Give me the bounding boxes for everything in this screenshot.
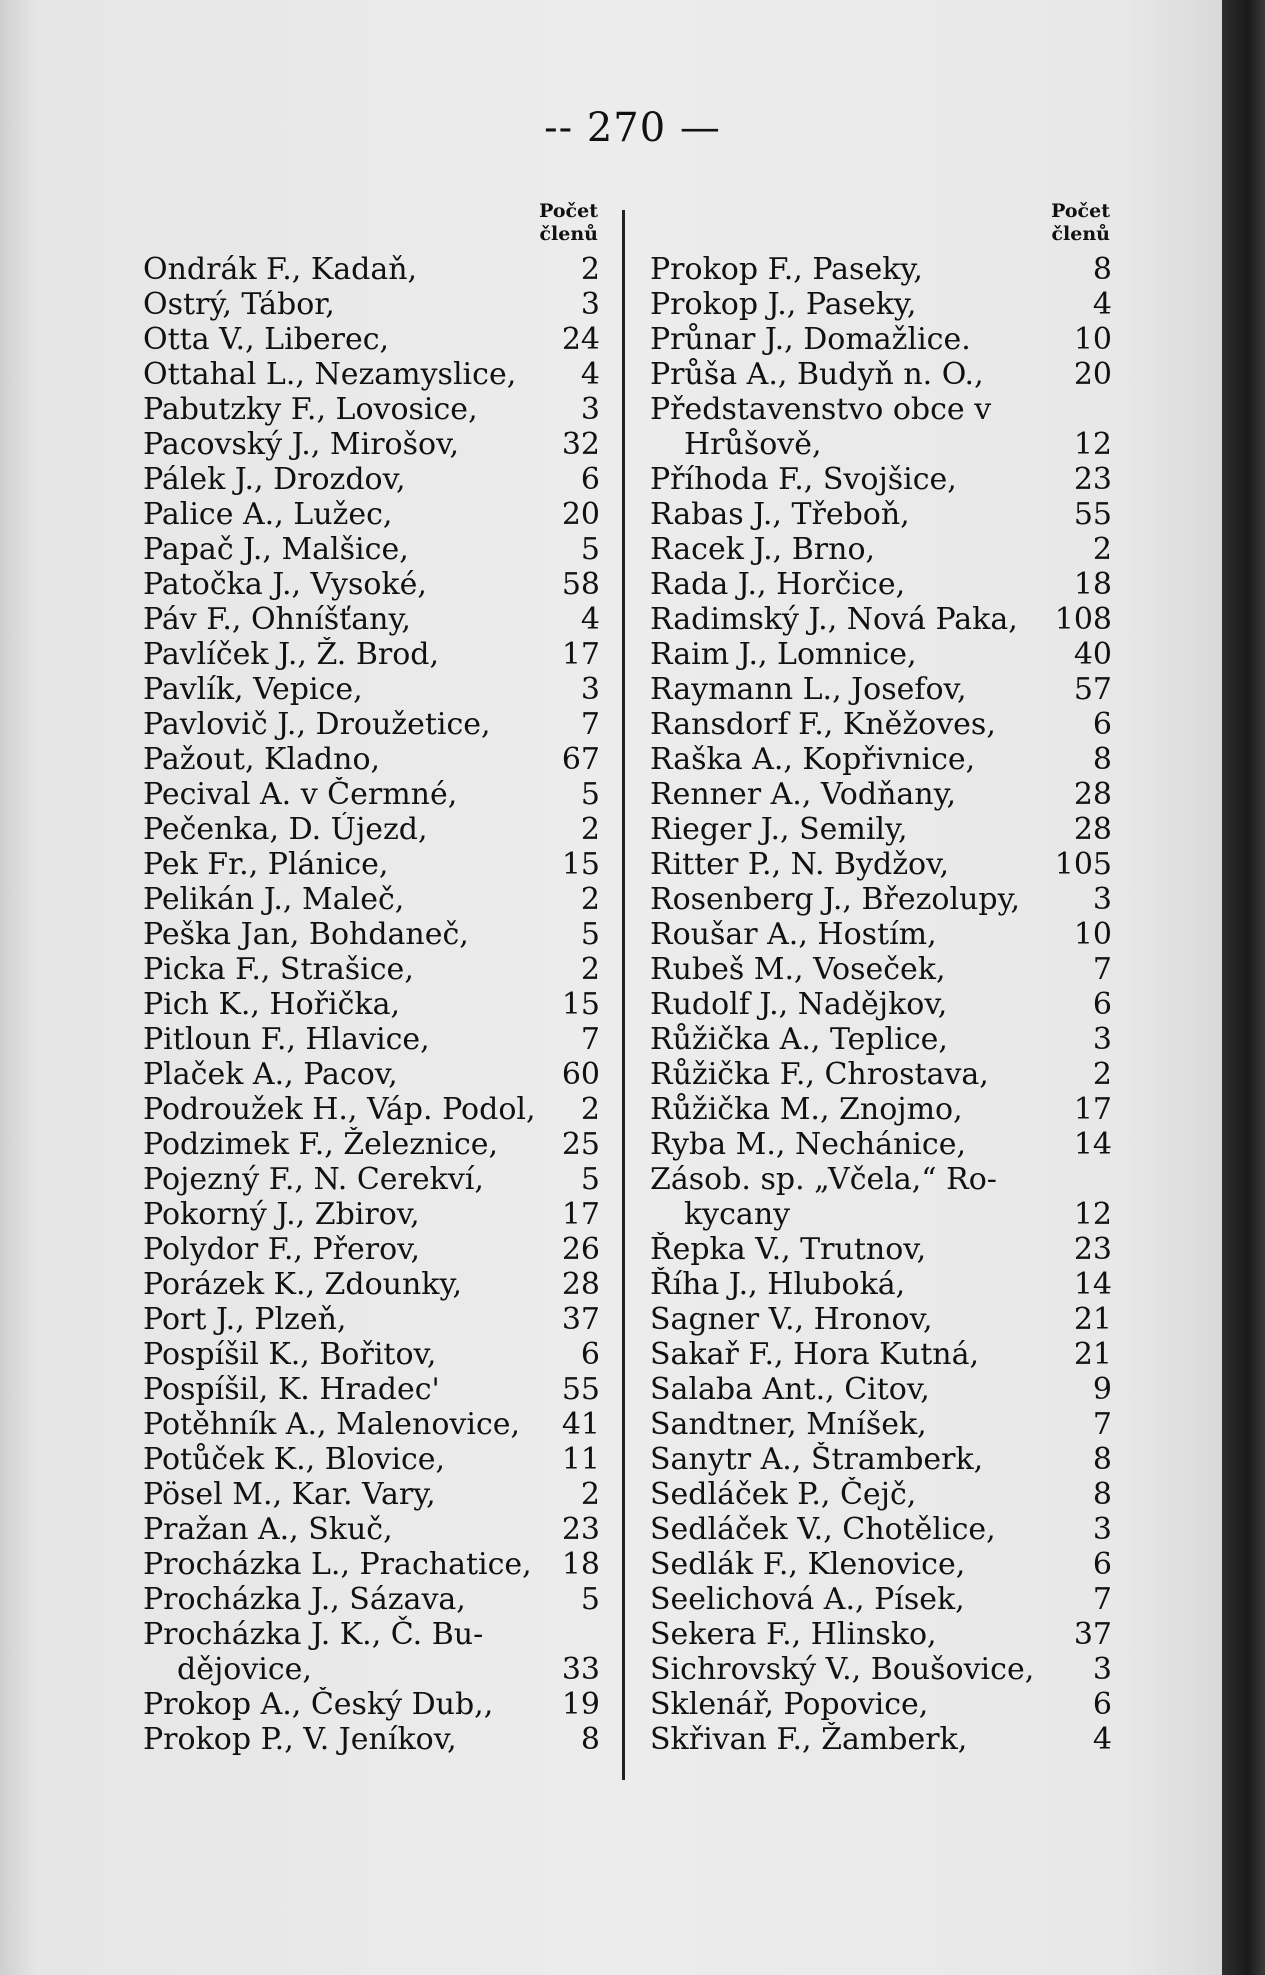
entry-count: 2	[580, 952, 600, 987]
list-item	[143, 917, 600, 952]
list-item	[650, 637, 1112, 672]
entry-name: Picka F., Strašice,	[143, 952, 414, 987]
list-item	[143, 567, 600, 602]
entry-count: 6	[1092, 707, 1112, 742]
entry-count: 23	[561, 1512, 600, 1547]
entry-name-continued: kycany	[684, 1197, 791, 1232]
list-item	[650, 777, 1112, 812]
entry-count: 21	[1073, 1337, 1112, 1372]
entry-name: Pavlík, Vepice,	[143, 672, 363, 707]
entry-count: 2	[1092, 532, 1112, 567]
entry-name: Pražan A., Skuč,	[143, 1512, 393, 1547]
list-item	[650, 1302, 1112, 1337]
entry-name: Pečenka, D. Újezd,	[143, 812, 428, 847]
list-item	[143, 252, 600, 287]
entry-name: Pavlovič J., Droužetice,	[143, 707, 491, 742]
entry-count: 6	[1092, 987, 1112, 1022]
entry-count: 8	[1092, 252, 1112, 287]
column-divider	[622, 210, 625, 1780]
left-header-line2: členů	[539, 223, 598, 245]
entry-name: Ryba M., Nechánice,	[650, 1127, 966, 1162]
entry-name: Sagner V., Hronov,	[650, 1302, 933, 1337]
entry-count: 2	[1092, 1057, 1112, 1092]
entry-count: 20	[1073, 357, 1112, 392]
list-item	[143, 707, 600, 742]
entry-count: 18	[1073, 567, 1112, 602]
list-item	[143, 427, 600, 462]
list-item	[143, 602, 600, 637]
entry-count: 4	[1092, 287, 1112, 322]
entry-count: 19	[561, 1687, 600, 1722]
entry-name: Pösel M., Kar. Vary,	[143, 1477, 436, 1512]
list-item	[143, 777, 600, 812]
entry-name: Peška Jan, Bohdaneč,	[143, 917, 469, 952]
list-item	[650, 1547, 1112, 1582]
list-item	[650, 322, 1112, 357]
entry-count: 6	[1092, 1687, 1112, 1722]
entry-count: 8	[1092, 742, 1112, 777]
list-item	[143, 1232, 600, 1267]
entry-count: 57	[1073, 672, 1112, 707]
list-item	[650, 707, 1112, 742]
list-item	[143, 1687, 600, 1722]
entry-name: Průnar J., Domažlice.	[650, 322, 971, 357]
list-item	[650, 1162, 1112, 1232]
list-item	[650, 917, 1112, 952]
list-item	[650, 532, 1112, 567]
entry-name: Palice A., Lužec,	[143, 497, 393, 532]
list-item	[143, 1582, 600, 1617]
entry-name: Sichrovský V., Boušovice,	[650, 1652, 1035, 1687]
list-item	[650, 987, 1112, 1022]
list-item	[143, 1477, 600, 1512]
entry-name: Racek J., Brno,	[650, 532, 876, 567]
list-item	[650, 1407, 1112, 1442]
list-item	[650, 1442, 1112, 1477]
entry-name: Plaček A., Pacov,	[143, 1057, 398, 1092]
list-item	[143, 1127, 600, 1162]
entry-count: 58	[561, 567, 600, 602]
list-item	[143, 882, 600, 917]
left-column	[143, 200, 600, 1757]
entry-name: Papač J., Malšice,	[143, 532, 409, 567]
list-item	[650, 1127, 1112, 1162]
list-item	[650, 672, 1112, 707]
list-item	[143, 1022, 600, 1057]
entry-count: 40	[1073, 637, 1112, 672]
left-column-header	[143, 200, 600, 246]
entry-name: Procházka L., Prachatice,	[143, 1547, 532, 1582]
entry-name: Pažout, Kladno,	[143, 742, 381, 777]
entry-count: 37	[561, 1302, 600, 1337]
list-item	[650, 742, 1112, 777]
entry-name: Raymann L., Josefov,	[650, 672, 967, 707]
entry-count: 28	[561, 1267, 600, 1302]
list-item	[650, 1337, 1112, 1372]
entry-name: Procházka J. K., Č. Bu-	[143, 1617, 484, 1652]
entry-name: Seelichová A., Písek,	[650, 1582, 965, 1617]
entry-name: Sekera F., Hlinsko,	[650, 1617, 937, 1652]
list-item	[650, 462, 1112, 497]
entry-count: 12	[1073, 427, 1112, 462]
entry-name: Rada J., Horčice,	[650, 567, 906, 602]
list-item	[143, 462, 600, 497]
entry-count: 32	[561, 427, 600, 462]
left-header-line1: Počet	[539, 200, 598, 222]
entry-count: 5	[580, 777, 600, 812]
list-item	[143, 742, 600, 777]
entry-name: Sedlák F., Klenovice,	[650, 1547, 966, 1582]
list-item	[650, 357, 1112, 392]
list-item	[650, 812, 1112, 847]
list-item	[650, 1022, 1112, 1057]
list-item	[143, 1617, 600, 1687]
entry-count: 2	[580, 812, 600, 847]
list-item	[143, 1512, 600, 1547]
entry-count: 6	[580, 1337, 600, 1372]
entry-name: Ostrý, Tábor,	[143, 287, 335, 322]
list-item	[143, 532, 600, 567]
entry-count: 26	[561, 1232, 600, 1267]
entry-name: Prokop P., V. Jeníkov,	[143, 1722, 457, 1757]
list-item	[143, 1057, 600, 1092]
entry-name: Řepka V., Trutnov,	[650, 1232, 927, 1267]
entry-count: 18	[561, 1547, 600, 1582]
entry-count: 3	[1092, 882, 1112, 917]
entry-count: 3	[580, 287, 600, 322]
entry-count: 105	[1054, 847, 1112, 882]
list-item	[143, 322, 600, 357]
entry-count: 7	[580, 707, 600, 742]
list-item	[650, 847, 1112, 882]
list-item	[143, 1197, 600, 1232]
list-item	[650, 1057, 1112, 1092]
list-item	[143, 1162, 600, 1197]
entry-name: Pitloun F., Hlavice,	[143, 1022, 430, 1057]
entry-count: 8	[1092, 1477, 1112, 1512]
entry-count: 8	[1092, 1442, 1112, 1477]
entry-name: Pek Fr., Plánice,	[143, 847, 389, 882]
entry-count: 5	[580, 1582, 600, 1617]
entry-count: 7	[1092, 1582, 1112, 1617]
list-item	[650, 1267, 1112, 1302]
entry-name: Pokorný J., Zbirov,	[143, 1197, 420, 1232]
entry-count: 17	[561, 1197, 600, 1232]
entry-name: Příhoda F., Svojšice,	[650, 462, 957, 497]
list-item	[650, 1617, 1112, 1652]
entry-count: 23	[1073, 1232, 1112, 1267]
entry-count: 14	[1073, 1267, 1112, 1302]
entry-count: 37	[1073, 1617, 1112, 1652]
entry-count: 2	[580, 252, 600, 287]
right-entry-list-top	[650, 252, 1112, 392]
list-item	[143, 1267, 600, 1302]
entry-name: Sklenář, Popovice,	[650, 1687, 929, 1722]
entry-count: 55	[1073, 497, 1112, 532]
entry-name: Potůček K., Blovice,	[143, 1442, 446, 1477]
entry-count: 23	[1073, 462, 1112, 497]
entry-count: 33	[561, 1652, 600, 1687]
list-item	[650, 1687, 1112, 1722]
entry-count: 11	[561, 1442, 600, 1477]
entry-name: Růžička F., Chrostava,	[650, 1057, 989, 1092]
right-header-line1: Počet	[1051, 200, 1110, 222]
entry-count: 4	[580, 602, 600, 637]
entry-count: 7	[1092, 1407, 1112, 1442]
entry-name: Růžička M., Znojmo,	[650, 1092, 963, 1127]
entry-name: Roušar A., Hostím,	[650, 917, 937, 952]
entry-count: 6	[1092, 1547, 1112, 1582]
entry-count: 10	[1073, 917, 1112, 952]
list-item	[143, 812, 600, 847]
entry-name: Otta V., Liberec,	[143, 322, 390, 357]
entry-name: Polydor F., Přerov,	[143, 1232, 421, 1267]
entry-name: Pavlíček J., Ž. Brod,	[143, 637, 440, 672]
list-item	[650, 392, 1112, 462]
entry-count: 3	[580, 672, 600, 707]
entry-name: Podzimek F., Železnice,	[143, 1127, 499, 1162]
list-item	[650, 602, 1112, 637]
entry-name: Port J., Plzeň,	[143, 1302, 347, 1337]
entry-name: Rubeš M., Voseček,	[650, 952, 946, 987]
list-item	[143, 1302, 600, 1337]
entry-count: 14	[1073, 1127, 1112, 1162]
list-item	[650, 287, 1112, 322]
entry-name: Sanytr A., Štramberk,	[650, 1442, 984, 1477]
entry-count: 3	[1092, 1652, 1112, 1687]
entry-count: 6	[580, 462, 600, 497]
entry-name: Pospíšil K., Bořitov,	[143, 1337, 437, 1372]
entry-count: 15	[561, 847, 600, 882]
entry-name: Říha J., Hluboká,	[650, 1267, 906, 1302]
entry-count: 8	[580, 1722, 600, 1757]
list-item	[143, 952, 600, 987]
entry-name: Pojezný F., N. Cerekví,	[143, 1162, 484, 1197]
list-item	[143, 392, 600, 427]
entry-count: 2	[580, 1092, 600, 1127]
entry-name: Rabas J., Třeboň,	[650, 497, 910, 532]
list-item	[650, 252, 1112, 287]
entry-name: Pecival A. v Čermné,	[143, 777, 458, 812]
entry-count: 4	[1092, 1722, 1112, 1757]
list-item	[650, 1512, 1112, 1547]
entry-count: 15	[561, 987, 600, 1022]
entry-name: Skřivan F., Žamberk,	[650, 1722, 968, 1757]
entry-count: 12	[1073, 1197, 1112, 1232]
entry-name: Radimský J., Nová Paka,	[650, 602, 1018, 637]
entry-name: Ransdorf F., Kněžoves,	[650, 707, 996, 742]
entry-name: Páv F., Ohníšťany,	[143, 602, 411, 637]
entry-count: 10	[1073, 322, 1112, 357]
entry-count: 4	[580, 357, 600, 392]
entry-count: 5	[580, 917, 600, 952]
entry-count: 7	[1092, 952, 1112, 987]
list-item	[143, 987, 600, 1022]
book-spine-shadow	[1222, 0, 1265, 1975]
entry-count: 7	[580, 1022, 600, 1057]
entry-count: 67	[561, 742, 600, 777]
entry-count: 9	[1092, 1372, 1112, 1407]
list-item	[650, 1652, 1112, 1687]
entry-name-continued: dějovice,	[177, 1652, 312, 1687]
entry-count: 21	[1073, 1302, 1112, 1337]
entry-name: Sedláček P., Čejč,	[650, 1477, 917, 1512]
list-item	[143, 1407, 600, 1442]
entry-name: Pacovský J., Mirošov,	[143, 427, 459, 462]
entry-name: Sedláček V., Chotělice,	[650, 1512, 996, 1547]
right-column	[650, 200, 1112, 1757]
list-item	[143, 637, 600, 672]
entry-count: 25	[561, 1127, 600, 1162]
entry-name: Potěhník A., Malenovice,	[143, 1407, 521, 1442]
list-item	[650, 1477, 1112, 1512]
entry-count: 60	[561, 1057, 600, 1092]
entry-name: Raim J., Lomnice,	[650, 637, 917, 672]
list-item	[143, 1337, 600, 1372]
list-item	[650, 1092, 1112, 1127]
entry-name: Rieger J., Semily,	[650, 812, 908, 847]
list-item	[143, 1722, 600, 1757]
entry-count: 3	[1092, 1512, 1112, 1547]
entry-name: Pabutzky F., Lovosice,	[143, 392, 478, 427]
list-item	[143, 287, 600, 322]
list-item	[143, 1547, 600, 1582]
entry-name: Patočka J., Vysoké,	[143, 567, 427, 602]
entry-name: Prokop F., Paseky,	[650, 252, 923, 287]
entry-name: Prokop A., Český Dub,,	[143, 1687, 494, 1722]
entry-name: Rudolf J., Nadějkov,	[650, 987, 948, 1022]
list-item	[143, 357, 600, 392]
entry-count: 20	[561, 497, 600, 532]
entry-name: Pospíšil, K. Hradec'	[143, 1372, 440, 1407]
entry-name: Průša A., Budyň n. O.,	[650, 357, 984, 392]
entry-count: 28	[1073, 812, 1112, 847]
entry-name: Sandtner, Mníšek,	[650, 1407, 927, 1442]
entry-name: Ottahal L., Nezamyslice,	[143, 357, 517, 392]
list-item	[143, 1372, 600, 1407]
list-item	[143, 847, 600, 882]
entry-count: 28	[1073, 777, 1112, 812]
entry-count: 5	[580, 532, 600, 567]
entry-name: Prokop J., Paseky,	[650, 287, 917, 322]
right-header-line2: členů	[1051, 223, 1110, 245]
entry-name: Růžička A., Teplice,	[650, 1022, 948, 1057]
list-item	[650, 1582, 1112, 1617]
entry-name: Pálek J., Drozdov,	[143, 462, 406, 497]
list-item	[650, 952, 1112, 987]
entry-count: 55	[561, 1372, 600, 1407]
entry-count: 24	[561, 322, 600, 357]
entry-name: Pich K., Hořička,	[143, 987, 401, 1022]
entry-name-continued: Hrůšově,	[684, 427, 822, 462]
list-item	[650, 567, 1112, 602]
entry-name: Pelikán J., Maleč,	[143, 882, 405, 917]
entry-name: Ritter P., N. Bydžov,	[650, 847, 950, 882]
page-number: -- 270 —	[544, 105, 721, 151]
right-column-header	[650, 200, 1112, 246]
list-item	[650, 1232, 1112, 1267]
entry-count: 5	[580, 1162, 600, 1197]
entry-name: Sakař F., Hora Kutná,	[650, 1337, 979, 1372]
entry-name: Salaba Ant., Citov,	[650, 1372, 930, 1407]
entry-count: 17	[561, 637, 600, 672]
entry-name: Porázek K., Zdounky,	[143, 1267, 462, 1302]
entry-count: 41	[561, 1407, 600, 1442]
entry-name: Představenstvo obce v	[650, 392, 992, 427]
entry-name: Ondrák F., Kadaň,	[143, 252, 418, 287]
entry-count: 3	[1092, 1022, 1112, 1057]
entry-name: Procházka J., Sázava,	[143, 1582, 466, 1617]
list-item	[143, 672, 600, 707]
list-item	[143, 1442, 600, 1477]
right-entry-list-bottom	[650, 1232, 1112, 1757]
list-item	[650, 1722, 1112, 1757]
entry-count: 3	[580, 392, 600, 427]
left-tail-list	[143, 1687, 600, 1757]
entry-count: 17	[1073, 1092, 1112, 1127]
entry-count: 2	[580, 1477, 600, 1512]
entry-name: Podroužek H., Váp. Podol,	[143, 1092, 536, 1127]
list-item	[650, 1372, 1112, 1407]
list-item	[650, 497, 1112, 532]
entry-name: Zásob. sp. „Včela,“ Ro-	[650, 1162, 997, 1197]
entry-count: 2	[580, 882, 600, 917]
left-entry-list	[143, 252, 600, 1617]
entry-count: 108	[1054, 602, 1112, 637]
entry-name: Renner A., Vodňany,	[650, 777, 957, 812]
list-item	[143, 1092, 600, 1127]
list-item	[143, 497, 600, 532]
right-entry-list-mid	[650, 462, 1112, 1162]
entry-name: Rosenberg J., Březolupy,	[650, 882, 1021, 917]
entry-name: Raška A., Kopřivnice,	[650, 742, 976, 777]
list-item	[650, 882, 1112, 917]
